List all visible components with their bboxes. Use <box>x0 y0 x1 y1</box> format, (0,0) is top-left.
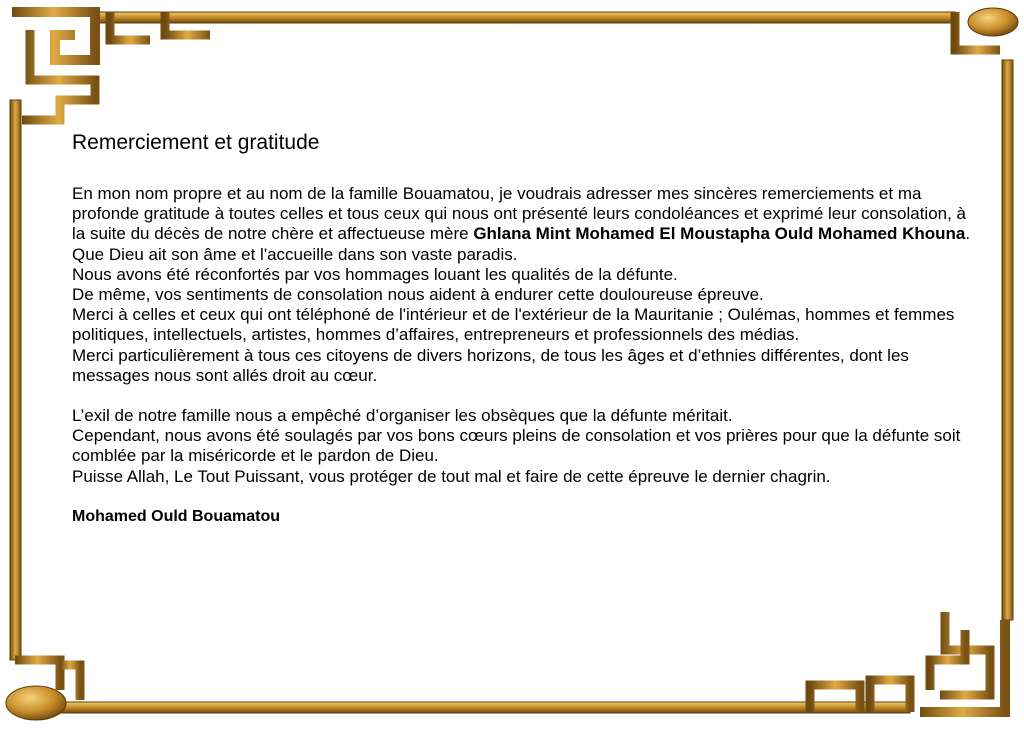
paragraph-line: Que Dieu ait son âme et l'accueille dans son vaste paradis. <box>72 244 518 264</box>
paragraph-intro <box>72 184 972 245</box>
paragraph-line: Nous avons été réconfortés par vos hommages louant les qualités de la défunte. <box>72 264 678 284</box>
signature: Mohamed Ould Bouamatou <box>72 507 280 525</box>
intro-text: En mon nom propre et au nom de la famille Bouamatou, je voudrais adresser mes sincères remerciements et ma profonde gratitude à toutes celles et tous ceux qui nous ont présenté leurs condoléances et exprimé leur consolation, à la suite du décès de notre chère et affectueuse mère <box>72 184 967 244</box>
letter-title: Remerciement et gratitude <box>72 131 320 154</box>
paragraph-spacer <box>72 386 972 406</box>
paragraph-line: L’exil de notre famille nous a empêché d’organiser les obsèques que la défunte méritait. <box>72 406 733 426</box>
letter-body <box>72 130 972 527</box>
paragraph-line: Cependant, nous avons été soulagés par vos bons cœurs pleins de consolation et vos prières pour que la défunte soit comblée par la miséricorde et le pardon de Dieu. <box>72 426 961 466</box>
paragraph-line: De même, vos sentiments de consolation nous aident à endurer cette douloureuse épreuve. <box>72 285 764 305</box>
deceased-name: Ghlana Mint Mohamed El Moustapha Ould Mohamed Khouna <box>473 224 966 244</box>
paragraph-line: Puisse Allah, Le Tout Puissant, vous protéger de tout mal et faire de cette épreuve le dernier chagrin. <box>72 466 831 486</box>
intro-end: . <box>965 224 971 244</box>
paragraph-line: Merci particulièrement à tous ces citoyens de divers horizons, de tous les âges et d’ethnies différentes, dont les messages nous sont allés droit au cœur. <box>72 345 909 385</box>
paragraph-line: Merci à celles et ceux qui ont téléphoné de l'intérieur et de l'extérieur de la Mauritanie ; Oulémas, hommes et femmes politiques, intellectuels, artistes, hommes d’affaires, entrepreneurs et professionnels des médias. <box>72 305 955 345</box>
